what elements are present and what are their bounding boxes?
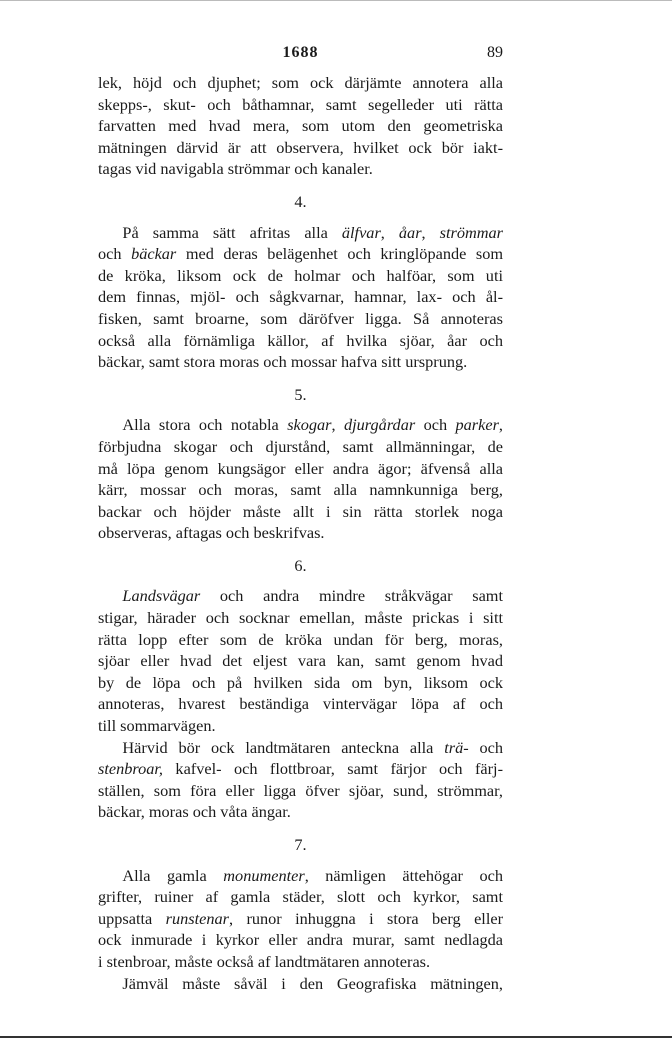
paragraph: [98, 585, 503, 736]
text-line: [98, 330, 503, 352]
text-run: rätta lopp efter som de kröka undan för berg, moras,: [98, 629, 503, 649]
text-line: [98, 585, 503, 607]
italic-term: djurgårdar: [344, 415, 416, 435]
text-run: uppsatta: [98, 908, 166, 928]
text-line: [98, 737, 503, 759]
italic-term: stenbroar,: [98, 759, 163, 779]
text-run: På samma sätt afritas alla: [98, 222, 342, 242]
text-run: de kröka, liksom ock de holmar och halföar, som uti: [98, 265, 503, 285]
text-line: [98, 693, 503, 715]
text-line: [98, 222, 503, 244]
text-line: [98, 286, 503, 308]
text-line: [98, 158, 503, 180]
text-run: fisken, samt broarne, som däröfver ligga. Så annoteras: [98, 308, 503, 328]
text-line: [98, 973, 503, 995]
italic-term: runstenar: [165, 908, 229, 928]
italic-term: bäckar: [131, 244, 177, 264]
text-line: [98, 522, 503, 544]
text-run: dem finnas, mjöl- och sågkvarnar, hamnar, lax- och ål-: [98, 287, 503, 307]
text-run: ,: [380, 222, 399, 242]
page-number: 89: [487, 44, 503, 61]
text-line: [98, 758, 503, 780]
paragraph: [98, 414, 503, 544]
page-header: [98, 44, 503, 66]
text-line: [98, 650, 503, 672]
text-run: tagas vid navigabla strömmar och kanaler.: [98, 159, 373, 179]
text-line: [98, 951, 503, 973]
text-line: [98, 265, 503, 287]
top-edge-rule: [0, 0, 672, 1]
section-number: 6.: [294, 555, 307, 575]
text-line: [98, 501, 503, 523]
section-number: 7.: [294, 835, 307, 854]
text-line: [98, 414, 503, 436]
italic-term: älfvar: [341, 222, 381, 242]
italic-term: strömmar: [439, 222, 503, 242]
text-run: och: [98, 244, 132, 264]
italic-term: Landsvägar: [122, 586, 201, 606]
text-run: och: [468, 737, 503, 757]
text-line: [98, 929, 503, 951]
text-run: backar och höjder måste allt i sin rätta storlek noga: [98, 501, 503, 521]
text-line: [98, 94, 503, 116]
text-run: , runor inhuggna i stora berg eller: [228, 908, 503, 928]
text-line: [98, 308, 503, 330]
text-line: [98, 886, 503, 908]
bottom-edge-rule: [0, 1036, 672, 1038]
text-run: [98, 586, 122, 605]
text-line: [98, 672, 503, 694]
paragraph: [98, 737, 503, 823]
text-run: ,: [331, 415, 344, 435]
text-line: [98, 780, 503, 802]
italic-term: trä-: [444, 737, 469, 757]
text-line: [98, 115, 503, 137]
text-run: och: [415, 415, 456, 435]
italic-term: monumenter: [223, 865, 305, 885]
text-run: i stenbroar, måste också af landtmätaren annoteras.: [98, 951, 431, 971]
text-run: och andra mindre stråkvägar samt: [200, 586, 503, 606]
text-line: [98, 351, 503, 373]
text-run: kafvel- och flottbroar, samt färjor och färj-: [162, 759, 503, 779]
text-line: [98, 607, 503, 629]
text-line: [98, 72, 503, 94]
text-run: Alla gamla: [98, 865, 224, 885]
text-line: [98, 436, 503, 458]
text-run: lek, höjd och djuphet; som ock därjämte annotera alla: [98, 73, 503, 92]
text-run: ställen, som föra eller ligga öfver sjöar, sund, strömmar,: [98, 780, 503, 800]
paragraph: [98, 72, 503, 180]
text-line: [98, 137, 503, 159]
text-run: Alla stora och notabla: [98, 415, 288, 435]
text-run: farvatten med hvad mera, som utom den geometriska: [98, 116, 503, 136]
text-line: [98, 908, 503, 930]
body-text: [98, 72, 503, 994]
text-run: till sommarvägen.: [98, 716, 216, 736]
text-run: förbjudna skogar och djurstånd, samt allmänningar, de: [98, 436, 503, 456]
text-line: [98, 801, 503, 823]
text-run: ock inmurade i kyrkor eller andra murar, samt nedlagda: [98, 930, 503, 950]
paragraph: [98, 973, 503, 995]
paragraph: [98, 865, 503, 973]
text-run: sjöar eller hvad det eljest vara kan, samt genom hvad: [98, 651, 503, 671]
italic-term: skogar: [287, 415, 332, 435]
text-run: skepps-, skut- och båthamnar, samt segelleder uti rätta: [98, 94, 503, 114]
text-run: ,: [498, 415, 503, 435]
text-run: Härvid bör ock landtmätaren anteckna alla: [98, 737, 445, 757]
text-line: [98, 479, 503, 501]
text-run: också alla förnämliga källor, af hvilka sjöar, åar och: [98, 330, 503, 350]
italic-term: åar: [398, 222, 422, 242]
text-run: , nämligen ättehögar och: [304, 865, 503, 885]
italic-term: parker: [455, 415, 499, 435]
text-line: [98, 243, 503, 265]
section-number: 5.: [294, 384, 307, 404]
text-run: Jämväl måste såväl i den Geografiska mätningen,: [98, 973, 503, 993]
text-run: må löpa genom kungsägor eller andra ägor; äfvenså alla: [98, 458, 503, 478]
text-run: med deras belägenhet och kringlöpande som: [176, 244, 503, 264]
text-run: grifter, ruiner af gamla städer, slott och kyrkor, samt: [98, 887, 503, 907]
text-run: annoteras, hvarest beständiga vintervägar löpa af och: [98, 694, 503, 714]
text-run: mätningen därvid är att observera, hvilket ock bör iakt-: [98, 137, 503, 157]
text-line: [98, 715, 503, 737]
text-line: [98, 629, 503, 651]
running-head-year: 1688: [282, 44, 319, 61]
text-run: observeras, aftagas och beskrifvas.: [98, 523, 325, 543]
section-number: 4.: [294, 191, 307, 211]
paragraph: [98, 222, 503, 373]
text-run: bäckar, moras och våta ängar.: [98, 802, 291, 822]
text-run: bäckar, samt stora moras och mossar hafva sitt ursprung.: [98, 352, 468, 372]
text-run: ,: [421, 222, 440, 242]
text-line: [98, 458, 503, 480]
text-run: stigar, härader och socknar emellan, måste prickas i sitt: [98, 608, 503, 628]
text-run: kärr, mossar och moras, samt alla namnkunniga berg,: [98, 480, 503, 500]
text-run: by de löpa och på hvilken sida om byn, liksom ock: [98, 672, 503, 692]
text-line: [98, 865, 503, 887]
